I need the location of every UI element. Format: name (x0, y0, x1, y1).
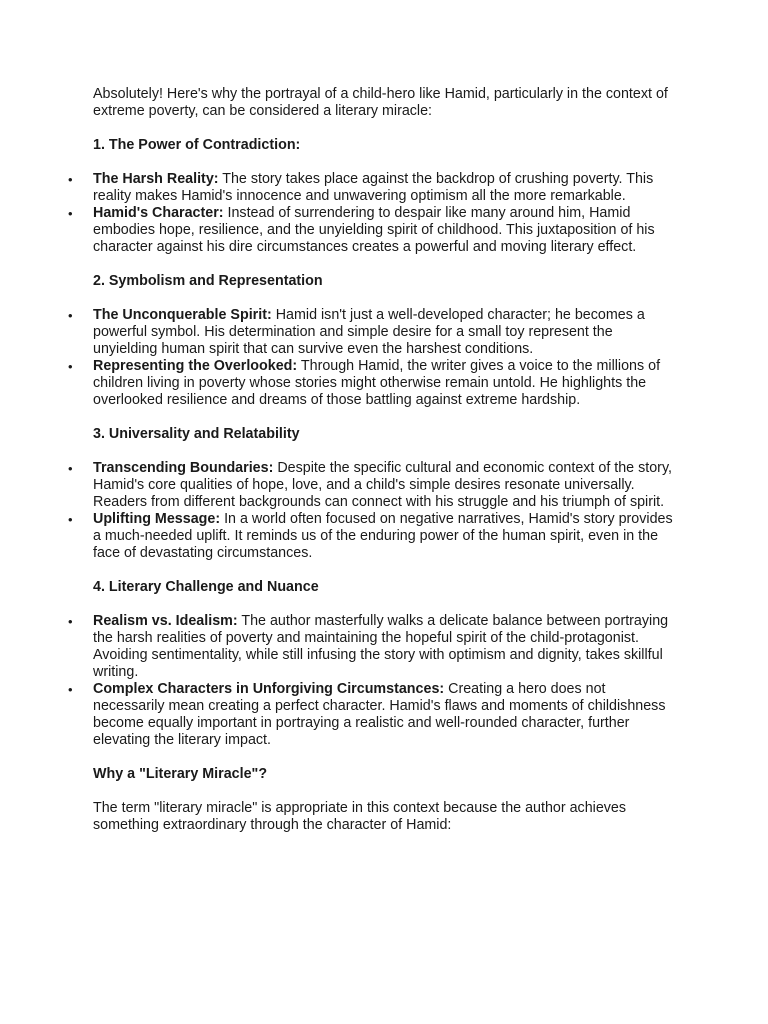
list-item (93, 307, 678, 358)
section-heading: 2. Symbolism and Representation (93, 273, 323, 289)
list-item (93, 171, 678, 205)
list-item-term: Transcending Boundaries: (93, 460, 274, 476)
section-power-of-contradiction (93, 137, 678, 256)
section-literary-challenge-and-nuance (93, 579, 678, 749)
section-heading: 4. Literary Challenge and Nuance (93, 579, 319, 595)
section-heading: 1. The Power of Contradiction: (93, 137, 301, 153)
why-heading: Why a "Literary Miracle"? (93, 766, 268, 782)
list-item-text: Instead of surrendering to despair like many around him, Hamid embodies hope, resilience, and the unyielding spirit of childhood. This juxtaposition of his character against his dire circumstances creates a powerful and moving literary effect. (93, 205, 655, 255)
document-page (93, 86, 678, 834)
list-item-text: The author masterfully walks a delicate balance between portraying the harsh realities of poverty and maintaining the hopeful spirit of the child-protagonist. Avoiding sentimentality, while still infusing the story with optimism and dignity, takes skillful writing. (93, 613, 669, 680)
list-item-term: The Harsh Reality: (93, 171, 219, 187)
list-item-text: Through Hamid, the writer gives a voice to the millions of children living in poverty whose stories might otherwise remain untold. He highlights the overlooked resilience and dreams of those battling against extreme hardship. (93, 358, 661, 408)
list-item-term: Realism vs. Idealism: (93, 613, 238, 629)
section-heading: 3. Universality and Relatability (93, 426, 300, 442)
list-item-text: Hamid isn't just a well-developed character; he becomes a powerful symbol. His determination and simple desire for a small toy represent the unyielding human spirit that can survive even the harshest conditions. (93, 307, 645, 357)
list-item-term: Representing the Overlooked: (93, 358, 298, 374)
closing-paragraph: The term "literary miracle" is appropriate in this context because the author achieves something extraordinary through the character of Hamid: (93, 800, 627, 833)
section-universality-and-relatability (93, 426, 678, 562)
list-item (93, 681, 678, 749)
list-item (93, 460, 678, 511)
list-item (93, 613, 678, 681)
list-item (93, 205, 678, 256)
list-item-text: Creating a hero does not necessarily mean creating a perfect character. Hamid's flaws and moments of childishness become equally important in portraying a realistic and well-rounded character, further elevating the literary impact. (93, 681, 666, 748)
intro-paragraph: Absolutely! Here's why the portrayal of a child-hero like Hamid, particularly in the context of extreme poverty, can be considered a literary miracle: (93, 86, 668, 119)
list-item-text: In a world often focused on negative narratives, Hamid's story provides a much-needed uplift. It reminds us of the enduring power of the human spirit, even in the face of devastating circumstances. (93, 511, 673, 561)
bullet-list (93, 460, 678, 562)
section-symbolism-and-representation (93, 273, 678, 409)
bullet-list (93, 307, 678, 409)
list-item-term: Uplifting Message: (93, 511, 221, 527)
bullet-list (93, 613, 678, 749)
list-item-term: The Unconquerable Spirit: (93, 307, 272, 323)
list-item-term: Complex Characters in Unforgiving Circumstances: (93, 681, 445, 697)
list-item (93, 358, 678, 409)
bullet-list (93, 171, 678, 256)
list-item-text: The story takes place against the backdrop of crushing poverty. This reality makes Hamid's innocence and unwavering optimism all the more remarkable. (93, 171, 654, 204)
list-item (93, 511, 678, 562)
list-item-text: Despite the specific cultural and economic context of the story, Hamid's core qualities of hope, love, and a child's simple desires resonate universally. Readers from different backgrounds can connect with his struggle and his triumph of spirit. (93, 460, 673, 510)
list-item-term: Hamid's Character: (93, 205, 224, 221)
